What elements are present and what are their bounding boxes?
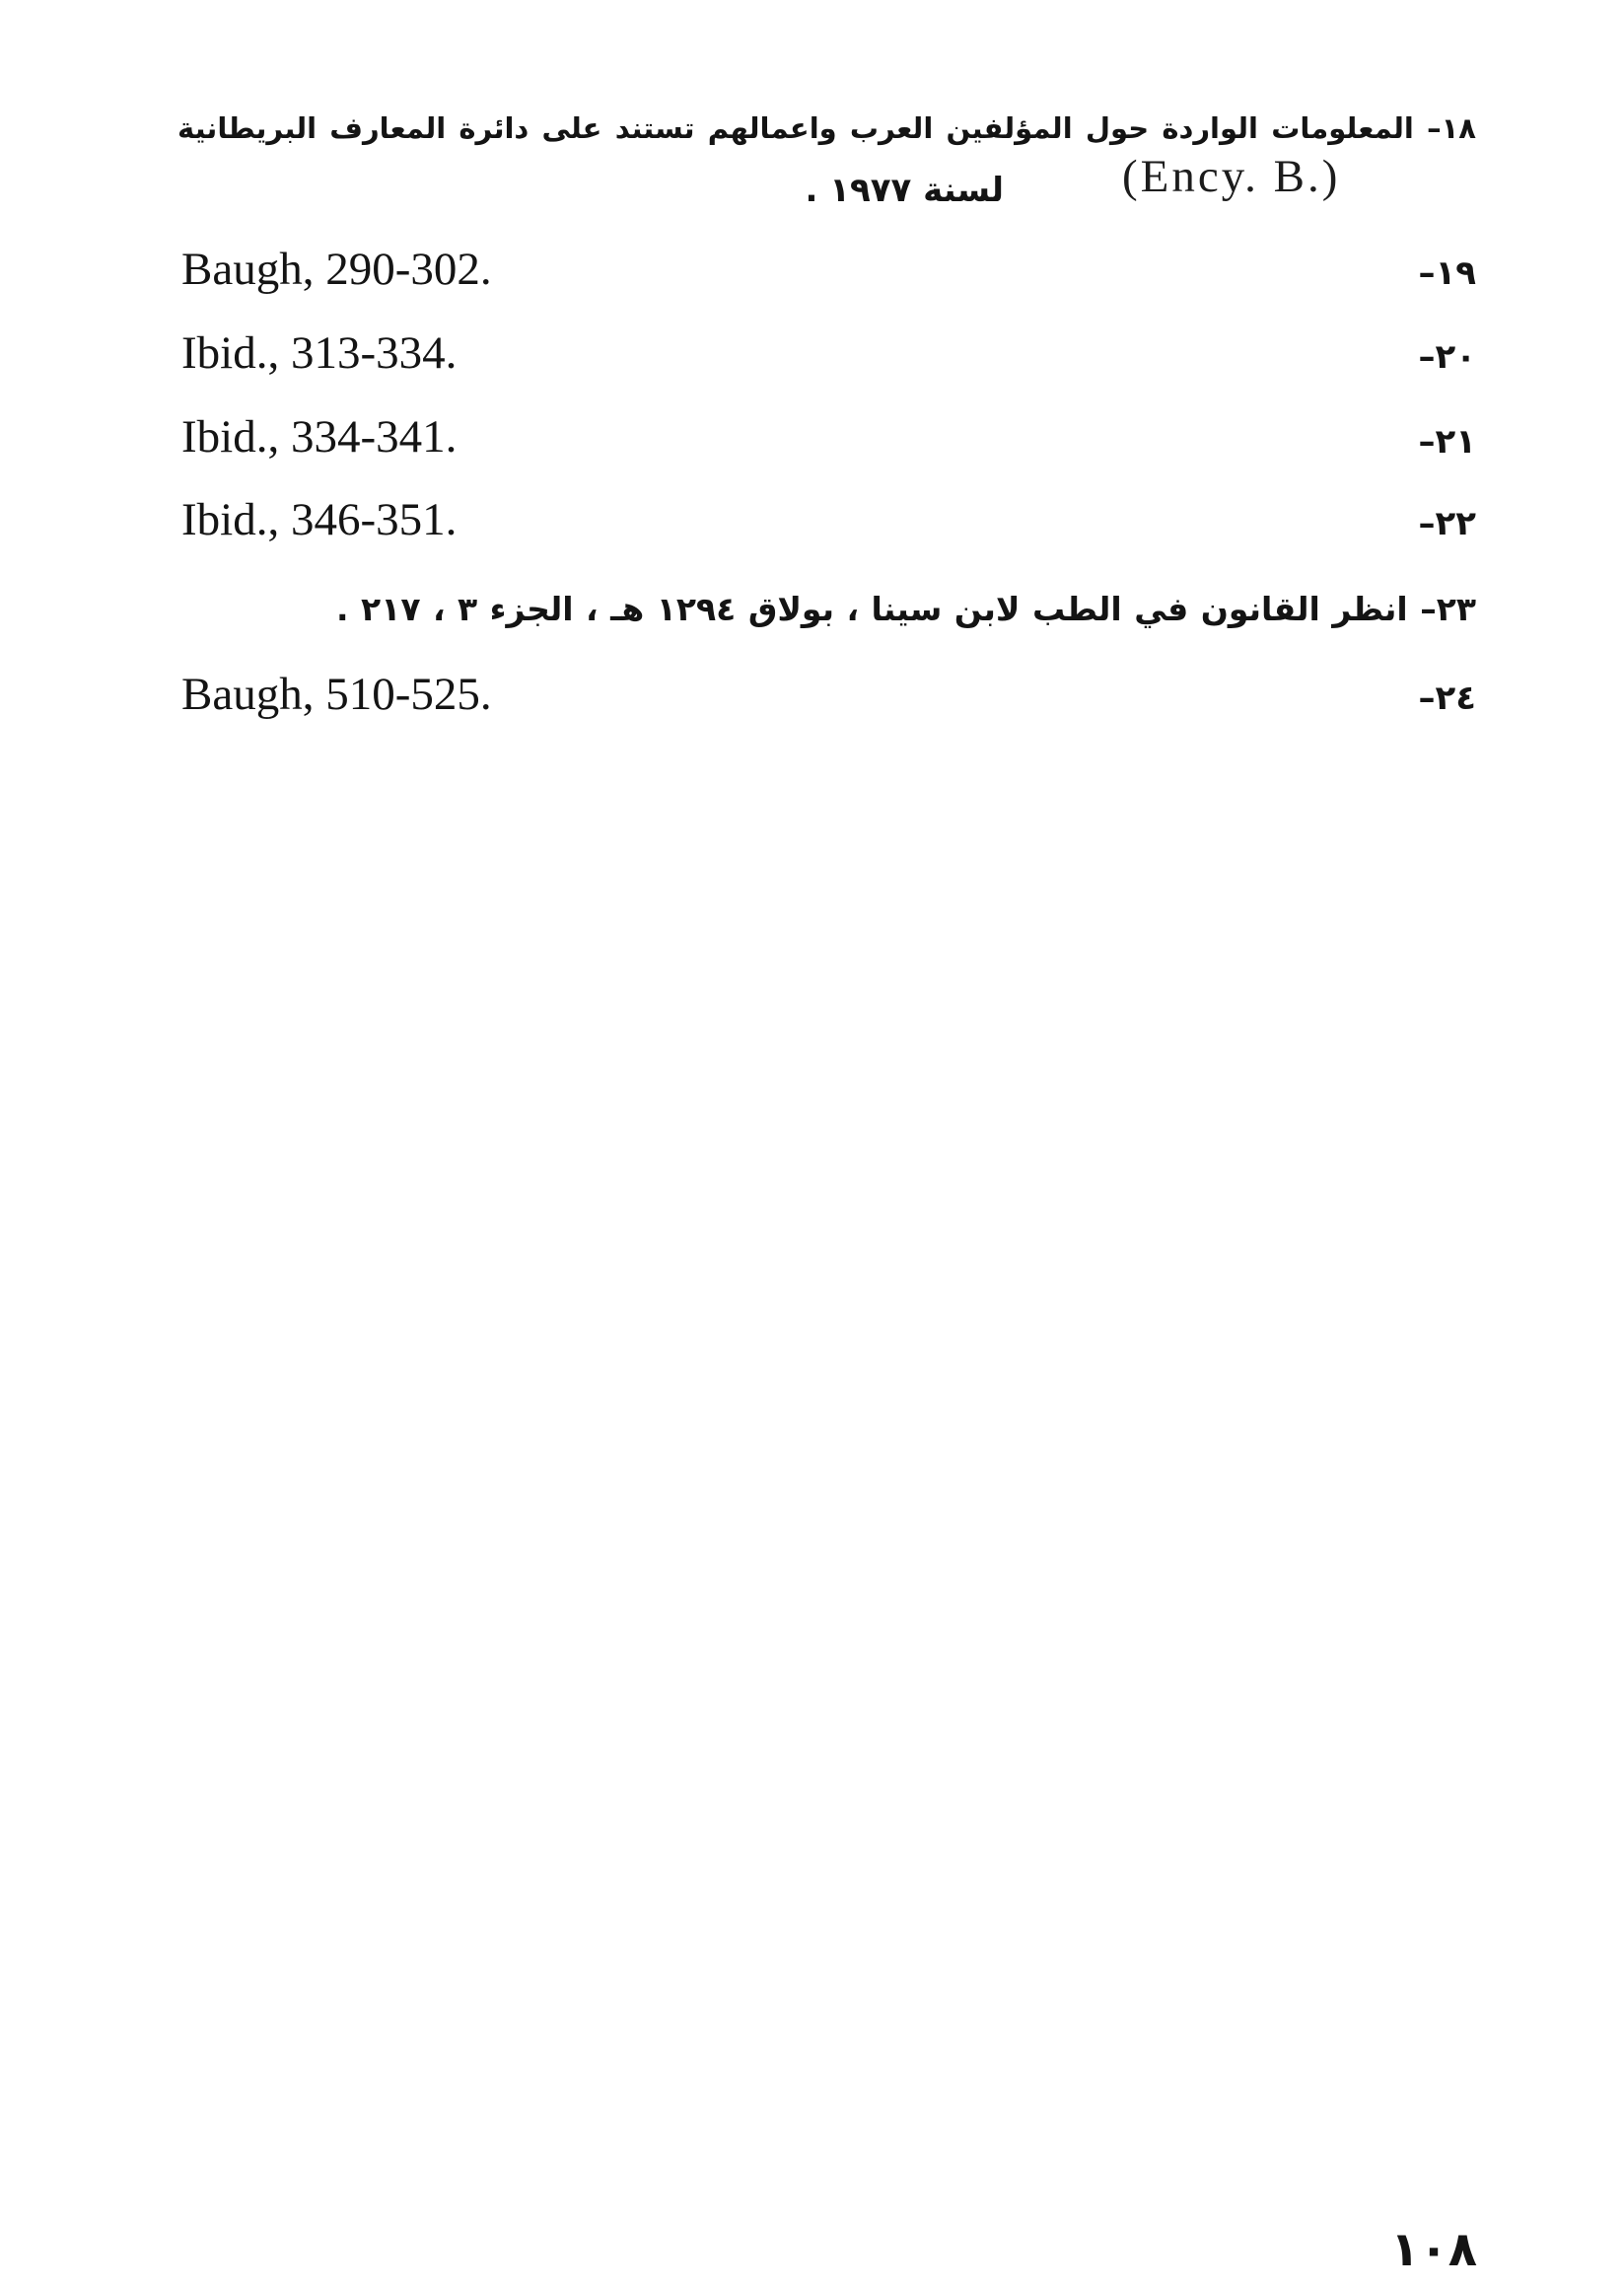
footnote-22-number: ٢٢– bbox=[1418, 504, 1476, 543]
footnote-19-citation: Baugh, 290-302. bbox=[181, 244, 492, 295]
footnote-20-number: ٢٠– bbox=[1418, 337, 1476, 377]
footnote-23-line bbox=[336, 585, 1476, 634]
footnote-20-citation: Ibid., 313-334. bbox=[181, 327, 458, 379]
footnote-18-text: المعلومات الواردة حول المؤلفين العرب واعمالهم تستند على دائرة المعارف البريطانية bbox=[177, 111, 1414, 145]
footnote-24-citation: Baugh, 510-525. bbox=[181, 669, 492, 720]
footnote-18-number: ١٨– bbox=[1427, 111, 1476, 145]
footnote-18-line bbox=[177, 104, 1476, 153]
footnote-23-text: انظر القانون في الطب لابن سينا ، بولاق ١٢٩٤ هـ ، الجزء ٣ ، ٢١٧ . bbox=[336, 590, 1408, 628]
footnote-24-number: ٢٤– bbox=[1418, 679, 1476, 718]
footnote-21-number: ٢١– bbox=[1418, 422, 1476, 462]
footnote-22-citation: Ibid., 346-351. bbox=[181, 494, 458, 545]
footnote-19-number: ١٩– bbox=[1418, 253, 1476, 293]
footnote-21-citation: Ibid., 334-341. bbox=[181, 411, 458, 463]
footnote-18-reference: (Ency. B.) bbox=[1122, 151, 1341, 202]
page-number: ١٠٨ bbox=[1390, 2222, 1477, 2277]
footnote-23-number: ٢٣– bbox=[1420, 590, 1476, 628]
footnote-18-continuation: لسنة ١٩٧٧ . bbox=[805, 171, 1004, 210]
